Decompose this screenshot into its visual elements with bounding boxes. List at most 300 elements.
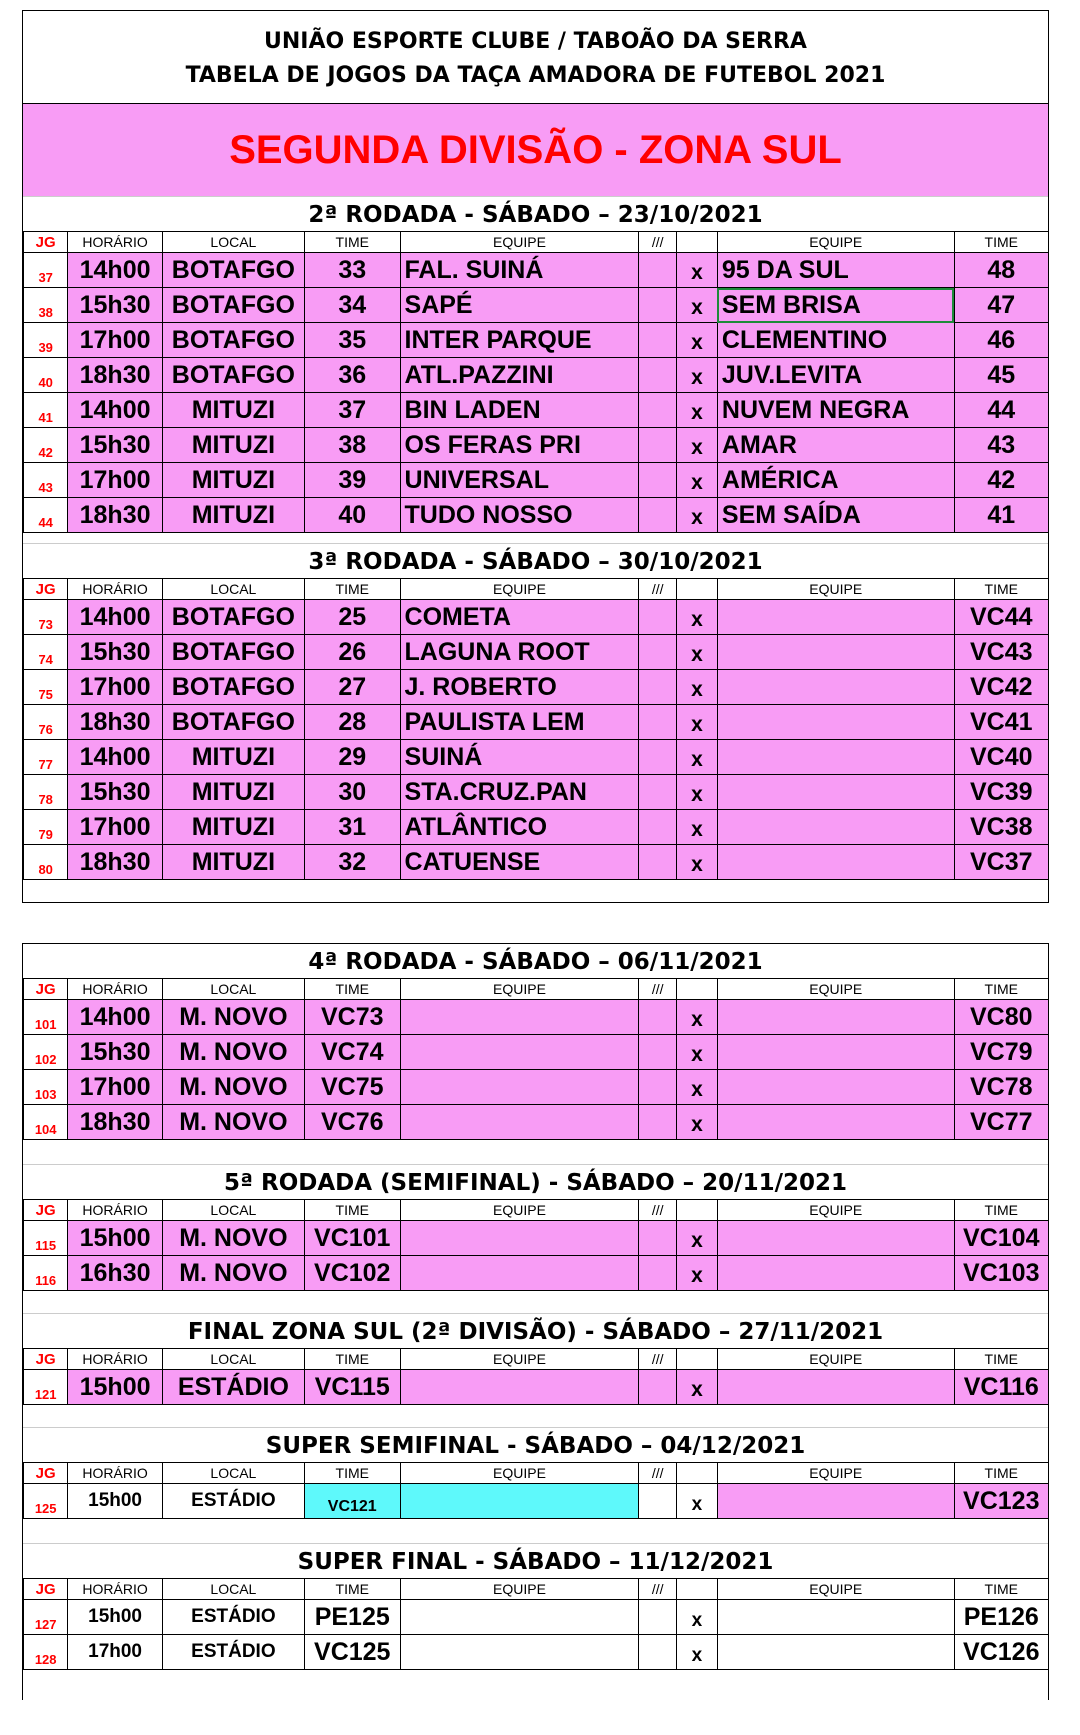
- col-jg: JG: [24, 979, 68, 1000]
- home-team-code: VC74: [304, 1035, 400, 1070]
- versus-mark: x: [676, 600, 717, 635]
- away-team-code: VC41: [954, 705, 1048, 740]
- game-venue: ESTÁDIO: [162, 1635, 304, 1670]
- away-team-code: 43: [954, 428, 1048, 463]
- col-time: TIME: [304, 979, 400, 1000]
- blank-cell: [639, 1600, 677, 1635]
- versus-mark: x: [676, 1000, 717, 1035]
- game-venue: BOTAFGO: [162, 635, 304, 670]
- game-row: [24, 600, 1049, 635]
- home-team-name: INTER PARQUE: [400, 323, 639, 358]
- game-number: 42: [24, 428, 68, 463]
- away-team-name: [717, 810, 954, 845]
- away-team-code: 45: [954, 358, 1048, 393]
- home-team-name: ATLÂNTICO: [400, 810, 639, 845]
- game-number: 38: [24, 288, 68, 323]
- game-venue: MITUZI: [162, 740, 304, 775]
- col-equipe: EQUIPE: [400, 232, 639, 253]
- versus-mark: x: [676, 1035, 717, 1070]
- away-team-code: VC44: [954, 600, 1048, 635]
- round-title: 2ª RODADA - SÁBADO – 23/10/2021: [23, 196, 1048, 231]
- game-venue: BOTAFGO: [162, 705, 304, 740]
- home-team-code: 39: [304, 463, 400, 498]
- col-time: TIME: [304, 232, 400, 253]
- col-time: TIME: [954, 1200, 1048, 1221]
- home-team-name: CATUENSE: [400, 845, 639, 880]
- versus-mark: x: [676, 740, 717, 775]
- game-row: [24, 775, 1049, 810]
- game-row: [24, 1370, 1049, 1405]
- col-blank: [676, 579, 717, 600]
- col-equipe: EQUIPE: [717, 232, 954, 253]
- home-team-code: 28: [304, 705, 400, 740]
- col-horario: HORÁRIO: [68, 232, 162, 253]
- game-time: 15h00: [68, 1484, 162, 1519]
- column-header-row: [24, 1579, 1049, 1600]
- col-sep: ///: [639, 579, 677, 600]
- col-equipe: EQUIPE: [400, 579, 639, 600]
- away-team-name: [717, 1600, 954, 1635]
- away-team-code: VC77: [954, 1105, 1048, 1140]
- blank-cell: [639, 393, 677, 428]
- game-row: [24, 670, 1049, 705]
- game-row: [24, 1105, 1049, 1140]
- game-row: [24, 635, 1049, 670]
- game-time: 18h30: [68, 1105, 162, 1140]
- versus-mark: x: [676, 1221, 717, 1256]
- away-team-code: VC126: [954, 1635, 1048, 1670]
- home-team-code: VC115: [304, 1370, 400, 1405]
- game-number: 103: [24, 1070, 68, 1105]
- blank-cell: [639, 740, 677, 775]
- game-number: 76: [24, 705, 68, 740]
- away-team-name: [717, 635, 954, 670]
- col-horario: HORÁRIO: [68, 1463, 162, 1484]
- col-sep: ///: [639, 232, 677, 253]
- away-team-code: VC79: [954, 1035, 1048, 1070]
- col-equipe: EQUIPE: [400, 1463, 639, 1484]
- blank-cell: [639, 1370, 677, 1405]
- away-team-name: 95 DA SUL: [717, 253, 954, 288]
- game-number: 121: [24, 1370, 68, 1405]
- round-spacer: [23, 1140, 1048, 1164]
- round-block: [22, 943, 1049, 1164]
- away-team-name: [717, 775, 954, 810]
- game-venue: ESTÁDIO: [162, 1600, 304, 1635]
- away-team-name: CLEMENTINO: [717, 323, 954, 358]
- game-row: [24, 1484, 1049, 1519]
- game-time: 15h30: [68, 635, 162, 670]
- col-horario: HORÁRIO: [68, 1349, 162, 1370]
- home-team-name: PAULISTA LEM: [400, 705, 639, 740]
- game-venue: BOTAFGO: [162, 253, 304, 288]
- col-equipe: EQUIPE: [400, 979, 639, 1000]
- versus-mark: x: [676, 498, 717, 533]
- game-number: 127: [24, 1600, 68, 1635]
- games-table: [23, 1199, 1049, 1291]
- game-time: 14h00: [68, 740, 162, 775]
- away-team-name: [717, 1635, 954, 1670]
- column-header-row: [24, 579, 1049, 600]
- away-team-code: VC123: [954, 1484, 1048, 1519]
- games-table: [23, 1578, 1049, 1670]
- home-team-name: [400, 1035, 639, 1070]
- game-venue: MITUZI: [162, 498, 304, 533]
- game-row: [24, 393, 1049, 428]
- blank-cell: [639, 635, 677, 670]
- game-number: 75: [24, 670, 68, 705]
- games-table: [23, 578, 1049, 880]
- away-team-code: 48: [954, 253, 1048, 288]
- game-row: [24, 253, 1049, 288]
- home-team-name: [400, 1256, 639, 1291]
- blank-cell: [639, 1105, 677, 1140]
- game-venue: MITUZI: [162, 428, 304, 463]
- division-banner: SEGUNDA DIVISÃO - ZONA SUL: [22, 103, 1049, 196]
- versus-mark: x: [676, 1635, 717, 1670]
- away-team-name: JUV.LEVITA: [717, 358, 954, 393]
- away-team-code: VC37: [954, 845, 1048, 880]
- home-team-name: [400, 1600, 639, 1635]
- away-team-name: [717, 1035, 954, 1070]
- blank-cell: [639, 1256, 677, 1291]
- away-team-name: [717, 705, 954, 740]
- column-header-row: [24, 979, 1049, 1000]
- game-time: 15h00: [68, 1600, 162, 1635]
- away-team-name: AMÉRICA: [717, 463, 954, 498]
- away-team-code: VC39: [954, 775, 1048, 810]
- game-time: 14h00: [68, 1000, 162, 1035]
- game-venue: BOTAFGO: [162, 670, 304, 705]
- col-local: LOCAL: [162, 979, 304, 1000]
- game-number: 39: [24, 323, 68, 358]
- home-team-code: 38: [304, 428, 400, 463]
- col-time: TIME: [304, 1200, 400, 1221]
- game-row: [24, 288, 1049, 323]
- round-title: SUPER FINAL - SÁBADO – 11/12/2021: [23, 1543, 1048, 1578]
- game-row: [24, 1000, 1049, 1035]
- home-team-code: VC121: [304, 1484, 400, 1519]
- col-time: TIME: [304, 1463, 400, 1484]
- games-table: [23, 1348, 1049, 1405]
- home-team-code: 27: [304, 670, 400, 705]
- col-equipe: EQUIPE: [717, 579, 954, 600]
- col-time: TIME: [954, 579, 1048, 600]
- col-blank: [676, 1200, 717, 1221]
- game-time: 17h00: [68, 323, 162, 358]
- blank-cell: [639, 323, 677, 358]
- home-team-name: [400, 1370, 639, 1405]
- versus-mark: x: [676, 1484, 717, 1519]
- away-team-name: [717, 1221, 954, 1256]
- col-time: TIME: [954, 979, 1048, 1000]
- home-team-name: UNIVERSAL: [400, 463, 639, 498]
- home-team-name: TUDO NOSSO: [400, 498, 639, 533]
- section-gap: [22, 903, 1049, 943]
- away-team-code: VC38: [954, 810, 1048, 845]
- blank-cell: [639, 1070, 677, 1105]
- blank-cell: [639, 1035, 677, 1070]
- game-time: 17h00: [68, 463, 162, 498]
- game-number: 80: [24, 845, 68, 880]
- versus-mark: x: [676, 288, 717, 323]
- game-time: 14h00: [68, 600, 162, 635]
- games-table: [23, 978, 1049, 1140]
- col-horario: HORÁRIO: [68, 979, 162, 1000]
- col-local: LOCAL: [162, 1200, 304, 1221]
- home-team-code: 34: [304, 288, 400, 323]
- game-row: [24, 323, 1049, 358]
- col-blank: [676, 979, 717, 1000]
- blank-cell: [639, 845, 677, 880]
- game-number: 101: [24, 1000, 68, 1035]
- round-title: 4ª RODADA - SÁBADO – 06/11/2021: [308, 949, 763, 975]
- blank-cell: [639, 288, 677, 323]
- game-venue: ESTÁDIO: [162, 1484, 304, 1519]
- col-time: TIME: [304, 1349, 400, 1370]
- game-row: [24, 1635, 1049, 1670]
- col-sep: ///: [639, 1463, 677, 1484]
- home-team-code: PE125: [304, 1600, 400, 1635]
- away-team-code: 47: [954, 288, 1048, 323]
- versus-mark: x: [676, 1370, 717, 1405]
- home-team-name: [400, 1000, 639, 1035]
- col-local: LOCAL: [162, 1579, 304, 1600]
- home-team-code: VC75: [304, 1070, 400, 1105]
- blank-cell: [639, 600, 677, 635]
- game-row: [24, 1221, 1049, 1256]
- game-time: 16h30: [68, 1256, 162, 1291]
- col-local: LOCAL: [162, 232, 304, 253]
- away-team-name: NUVEM NEGRA: [717, 393, 954, 428]
- blank-cell: [639, 498, 677, 533]
- round-block: [22, 1543, 1049, 1700]
- game-number: 74: [24, 635, 68, 670]
- game-venue: ESTÁDIO: [162, 1370, 304, 1405]
- column-header-row: [24, 1200, 1049, 1221]
- home-team-code: VC125: [304, 1635, 400, 1670]
- versus-mark: x: [676, 705, 717, 740]
- blank-cell: [639, 670, 677, 705]
- col-time: TIME: [304, 579, 400, 600]
- home-team-name: [400, 1105, 639, 1140]
- round-spacer: [23, 1405, 1048, 1427]
- rounds-container: [22, 196, 1049, 1700]
- game-time: 18h30: [68, 358, 162, 393]
- versus-mark: x: [676, 323, 717, 358]
- game-venue: M. NOVO: [162, 1000, 304, 1035]
- game-time: 17h00: [68, 810, 162, 845]
- round-block: [22, 196, 1049, 543]
- game-row: [24, 498, 1049, 533]
- round-block: [22, 1313, 1049, 1427]
- game-row: [24, 740, 1049, 775]
- club-title: UNIÃO ESPORTE CLUBE / TABOÃO DA SERRA: [264, 29, 807, 54]
- home-team-name: [400, 1635, 639, 1670]
- away-team-code: VC42: [954, 670, 1048, 705]
- away-team-name: AMAR: [717, 428, 954, 463]
- home-team-name: FAL. SUINÁ: [400, 253, 639, 288]
- home-team-name: STA.CRUZ.PAN: [400, 775, 639, 810]
- game-row: [24, 1256, 1049, 1291]
- versus-mark: x: [676, 775, 717, 810]
- col-time: TIME: [954, 232, 1048, 253]
- round-title: SUPER SEMIFINAL - SÁBADO – 04/12/2021: [23, 1427, 1048, 1462]
- away-team-code: VC78: [954, 1070, 1048, 1105]
- game-venue: MITUZI: [162, 463, 304, 498]
- away-team-name: [717, 1256, 954, 1291]
- blank-cell: [639, 1635, 677, 1670]
- away-team-code: 46: [954, 323, 1048, 358]
- home-team-code: 37: [304, 393, 400, 428]
- col-equipe: EQUIPE: [400, 1200, 639, 1221]
- versus-mark: x: [676, 1600, 717, 1635]
- col-equipe: EQUIPE: [717, 1463, 954, 1484]
- game-row: [24, 428, 1049, 463]
- blank-cell: [639, 775, 677, 810]
- column-header-row: [24, 1349, 1049, 1370]
- game-row: [24, 1070, 1049, 1105]
- round-title: 3ª RODADA - SÁBADO – 30/10/2021: [23, 543, 1048, 578]
- away-team-name: [717, 740, 954, 775]
- home-team-name: [400, 1221, 639, 1256]
- game-time: 15h30: [68, 288, 162, 323]
- column-header-row: [24, 1463, 1049, 1484]
- game-venue: MITUZI: [162, 810, 304, 845]
- away-team-code: VC43: [954, 635, 1048, 670]
- away-team-name: [717, 600, 954, 635]
- col-equipe: EQUIPE: [717, 1579, 954, 1600]
- game-number: 116: [24, 1256, 68, 1291]
- away-team-code: 44: [954, 393, 1048, 428]
- away-team-name: [717, 1105, 954, 1140]
- game-number: 77: [24, 740, 68, 775]
- game-time: 18h30: [68, 705, 162, 740]
- game-venue: MITUZI: [162, 845, 304, 880]
- col-jg: JG: [24, 1200, 68, 1221]
- home-team-code: 26: [304, 635, 400, 670]
- game-venue: M. NOVO: [162, 1221, 304, 1256]
- round-spacer: [23, 880, 1048, 902]
- versus-mark: x: [676, 635, 717, 670]
- game-row: [24, 845, 1049, 880]
- home-team-name: [400, 1070, 639, 1105]
- versus-mark: x: [676, 253, 717, 288]
- round-title: FINAL ZONA SUL (2ª DIVISÃO) - SÁBADO – 27/11/2021: [23, 1313, 1048, 1348]
- col-horario: HORÁRIO: [68, 1579, 162, 1600]
- home-team-code: 36: [304, 358, 400, 393]
- col-equipe: EQUIPE: [717, 1349, 954, 1370]
- away-team-code: VC80: [954, 1000, 1048, 1035]
- game-time: 18h30: [68, 845, 162, 880]
- home-team-code: 31: [304, 810, 400, 845]
- versus-mark: x: [676, 428, 717, 463]
- round-block: [22, 543, 1049, 903]
- away-team-code: VC104: [954, 1221, 1048, 1256]
- blank-cell: [639, 810, 677, 845]
- game-number: 41: [24, 393, 68, 428]
- versus-mark: x: [676, 358, 717, 393]
- game-row: [24, 358, 1049, 393]
- game-row: [24, 1035, 1049, 1070]
- game-venue: BOTAFGO: [162, 600, 304, 635]
- round-block: [22, 1164, 1049, 1313]
- home-team-name: ATL.PAZZINI: [400, 358, 639, 393]
- blank-cell: [639, 358, 677, 393]
- col-sep: ///: [639, 1349, 677, 1370]
- home-team-code: 25: [304, 600, 400, 635]
- away-team-name: SEM BRISA: [717, 288, 954, 323]
- spreadsheet: [22, 10, 1049, 1700]
- col-time: TIME: [954, 1579, 1048, 1600]
- away-team-name: [717, 845, 954, 880]
- games-table: [23, 231, 1049, 533]
- away-team-name: SEM SAÍDA: [717, 498, 954, 533]
- game-row: [24, 463, 1049, 498]
- round-spacer: [23, 1519, 1048, 1543]
- away-team-name: [717, 1484, 954, 1519]
- col-horario: HORÁRIO: [68, 1200, 162, 1221]
- col-equipe: EQUIPE: [717, 979, 954, 1000]
- col-equipe: EQUIPE: [400, 1579, 639, 1600]
- blank-cell: [639, 1000, 677, 1035]
- col-blank: [676, 1349, 717, 1370]
- home-team-code: 33: [304, 253, 400, 288]
- col-time: TIME: [954, 1349, 1048, 1370]
- home-team-name: OS FERAS PRI: [400, 428, 639, 463]
- versus-mark: x: [676, 810, 717, 845]
- game-number: 43: [24, 463, 68, 498]
- away-team-code: VC103: [954, 1256, 1048, 1291]
- col-jg: JG: [24, 1349, 68, 1370]
- versus-mark: x: [676, 463, 717, 498]
- col-sep: ///: [639, 1200, 677, 1221]
- home-team-name: BIN LADEN: [400, 393, 639, 428]
- game-number: 44: [24, 498, 68, 533]
- game-time: 17h00: [68, 1635, 162, 1670]
- home-team-code: 35: [304, 323, 400, 358]
- tournament-title: TABELA DE JOGOS DA TAÇA AMADORA DE FUTEBOL 2021: [185, 63, 886, 88]
- game-venue: M. NOVO: [162, 1070, 304, 1105]
- home-team-name: SUINÁ: [400, 740, 639, 775]
- blank-cell: [639, 705, 677, 740]
- game-time: 17h00: [68, 1070, 162, 1105]
- game-time: 15h30: [68, 428, 162, 463]
- blank-cell: [639, 1221, 677, 1256]
- header: [22, 10, 1049, 103]
- col-jg: JG: [24, 1463, 68, 1484]
- game-time: 15h30: [68, 775, 162, 810]
- home-team-code: 29: [304, 740, 400, 775]
- game-number: 37: [24, 253, 68, 288]
- round-spacer: [23, 1670, 1048, 1700]
- away-team-name: [717, 1070, 954, 1105]
- game-number: 104: [24, 1105, 68, 1140]
- game-number: 73: [24, 600, 68, 635]
- away-team-name: [717, 1370, 954, 1405]
- away-team-name: [717, 670, 954, 705]
- col-blank: [676, 232, 717, 253]
- versus-mark: x: [676, 670, 717, 705]
- game-venue: BOTAFGO: [162, 288, 304, 323]
- col-time: TIME: [304, 1579, 400, 1600]
- game-venue: MITUZI: [162, 393, 304, 428]
- versus-mark: x: [676, 1070, 717, 1105]
- col-equipe: EQUIPE: [400, 1349, 639, 1370]
- game-row: [24, 810, 1049, 845]
- home-team-code: 40: [304, 498, 400, 533]
- game-time: 14h00: [68, 253, 162, 288]
